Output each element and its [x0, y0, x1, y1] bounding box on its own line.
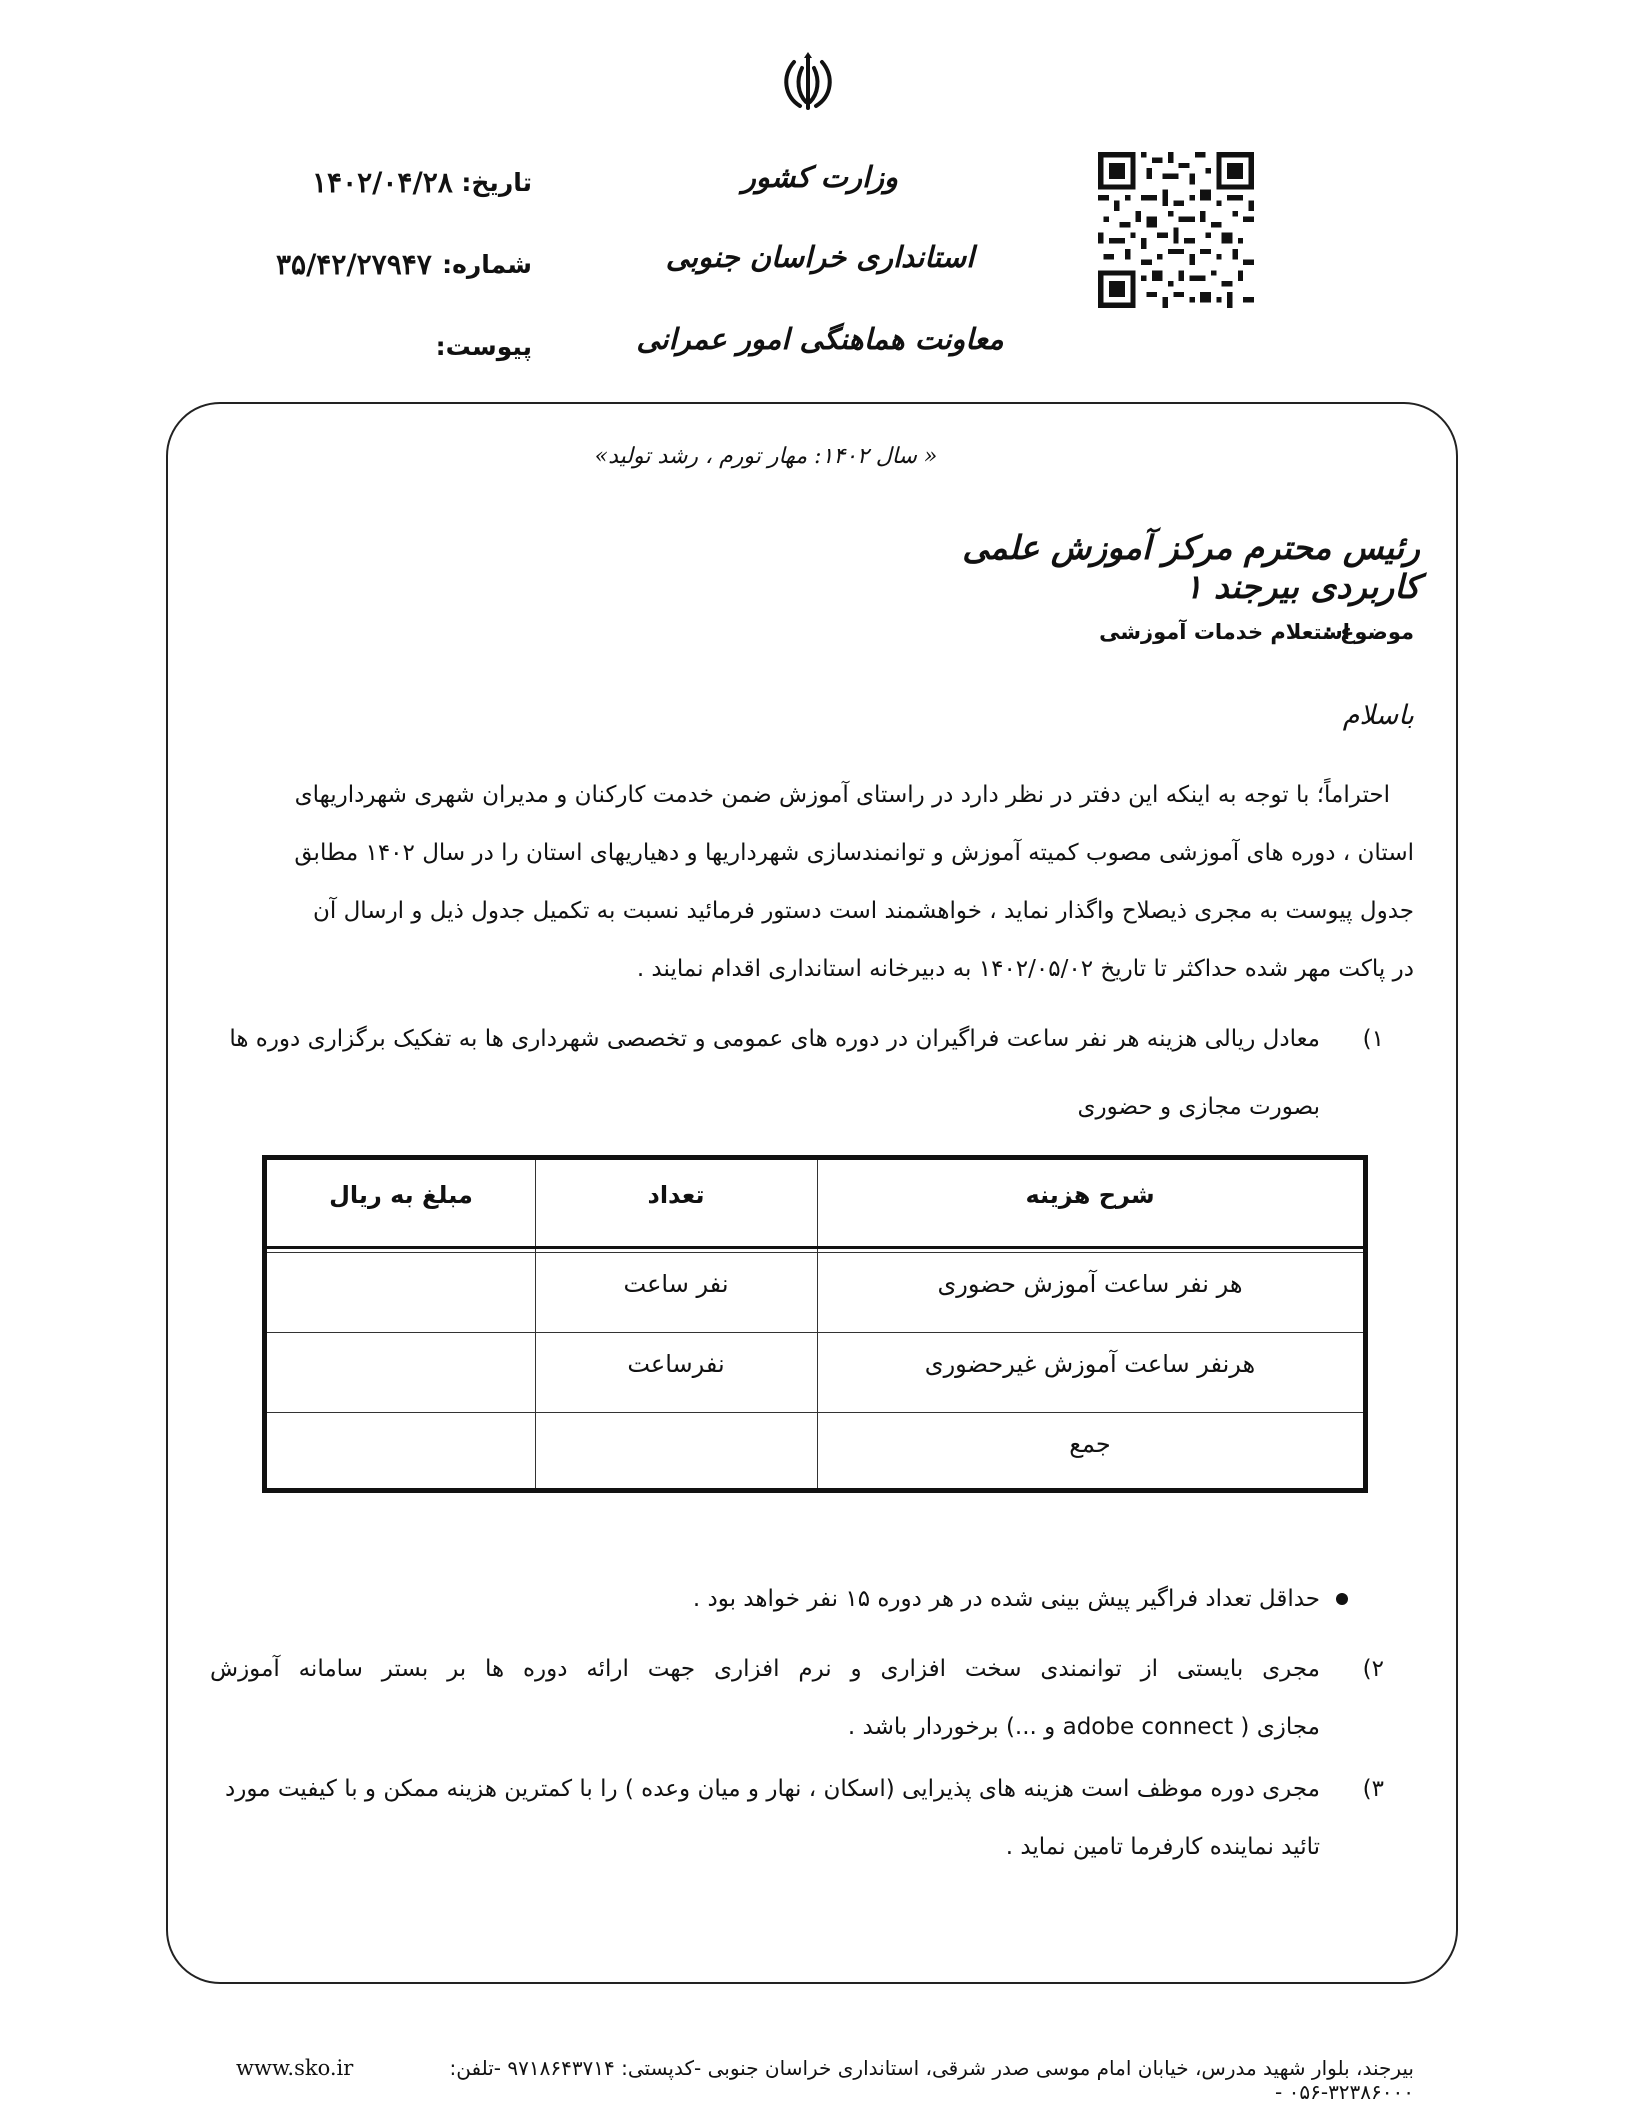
paragraph-line-2: استان ، دوره های آموزشی مصوب کمیته آموزش و توانمندسازی شهرداریها و دهیاریهای استان را در سال ۱۴۰۲ مطابق [294, 840, 1414, 866]
bullet-text: حداقل تعداد فراگیر پیش بینی شده در هر دوره ۱۵ نفر خواهد بود . [692, 1586, 1320, 1612]
header-amount: مبلغ به ریال [329, 1181, 473, 1209]
year-slogan: « سال ۱۴۰۲: مهار تورم ، رشد تولید» [594, 444, 938, 469]
table-row [267, 1412, 1363, 1488]
row1-quantity: نفر ساعت [623, 1270, 729, 1298]
header-description: شرح هزینه [1025, 1181, 1155, 1209]
row2-amount [267, 1333, 535, 1412]
table-header-row [267, 1160, 1363, 1246]
governorate-name: استانداری خراسان جنوبی [665, 240, 975, 274]
row1-amount [267, 1253, 535, 1332]
date-label: تاریخ: [461, 168, 532, 197]
item3-line-1: مجری دوره موظف است هزینه های پذیرایی (اسکان ، نهار و میان وعده ) را با کمترین هزینه ممکن و با کیفیت مورد [224, 1776, 1320, 1802]
row3-amount [267, 1413, 535, 1488]
table-row [267, 1252, 1363, 1332]
date-value: ۱۴۰۲/۰۴/۲۸ [312, 166, 453, 199]
footer-address: بیرجند، بلوار شهید مدرس، خیابان امام موسی صدر شرقی، استانداری خراسان جنوبی -کدپستی: ۹۷۱۸۶۴۳۷۱۴ -تلفن: ۳۲۳۸۶۰۰۰-۰۵۶ - [449, 2056, 1414, 2104]
row3-description: جمع [1069, 1430, 1111, 1458]
row2-description: هرنفر ساعت آموزش غیرحضوری [924, 1350, 1256, 1378]
row3-quantity [535, 1413, 817, 1488]
greeting: باسلام [1342, 700, 1414, 731]
cost-table [262, 1155, 1368, 1493]
paragraph-line-4: در پاکت مهر شده حداکثر تا تاریخ ۱۴۰۲/۰۵/۰۲ به دبیرخانه استانداری اقدام نمایند . [636, 956, 1414, 982]
paragraph-line-1: احتراماً؛ با توجه به اینکه این دفتر در نظر دارد در راستای آموزش ضمن خدمت کارکنان و مدیران شهری شهرداریهای [294, 782, 1390, 808]
item3-line-2: تائید نماینده کارفرما تامین نماید . [1005, 1834, 1320, 1860]
ministry-name: وزارت کشور [741, 160, 899, 194]
paragraph-line-3: جدول پیوست به مجری ذیصلاح واگذار نماید ، خواهشمند است دستور فرمائید نسبت به تکمیل جدول ذیل و ارسال آن [312, 898, 1414, 924]
item3-number: ۳) [1362, 1776, 1384, 1802]
iran-emblem-icon [776, 50, 840, 114]
addressee: رئیس محترم مرکز آموزش علمی کاربردی بیرجند ۱ [962, 528, 1420, 606]
item2-number: ۲) [1362, 1656, 1384, 1682]
subject-value: استعلام خدمات آموزشی [1099, 620, 1350, 644]
qr-code-icon [1098, 152, 1254, 308]
subject-label: موضوع : [1324, 620, 1414, 644]
table-row [267, 1332, 1363, 1412]
footer-website: www.sko.ir [236, 2056, 354, 2080]
number-label: شماره: [442, 250, 532, 279]
number-value: ۳۵/۴۲/۲۷۹۴۷ [276, 248, 432, 281]
item1-number: ۱) [1362, 1026, 1384, 1052]
item1-line-2: بصورت مجازی و حضوری [1077, 1094, 1320, 1120]
row1-description: هر نفر ساعت آموزش حضوری [937, 1270, 1243, 1298]
item2-line-1: مجری بایستی از توانمندی سخت افزاری و نرم افزاری جهت ارائه دوره ها بر بستر سامانه آموزش [210, 1656, 1320, 1682]
item1-line-1: معادل ریالی هزینه هر نفر ساعت فراگیران در دوره های عمومی و تخصصی شهرداری ها به تفکیک برگزاری دوره ها [229, 1026, 1320, 1052]
bullet-icon [1336, 1593, 1348, 1605]
header-quantity: تعداد [647, 1181, 705, 1209]
item2-line-2: مجازی ( adobe connect و ...) برخوردار باشد . [847, 1714, 1320, 1740]
attachment-label: پیوست: [435, 332, 532, 361]
deputy-name: معاونت هماهنگی امور عمرانی [636, 322, 1004, 356]
row2-quantity: نفرساعت [627, 1350, 725, 1378]
